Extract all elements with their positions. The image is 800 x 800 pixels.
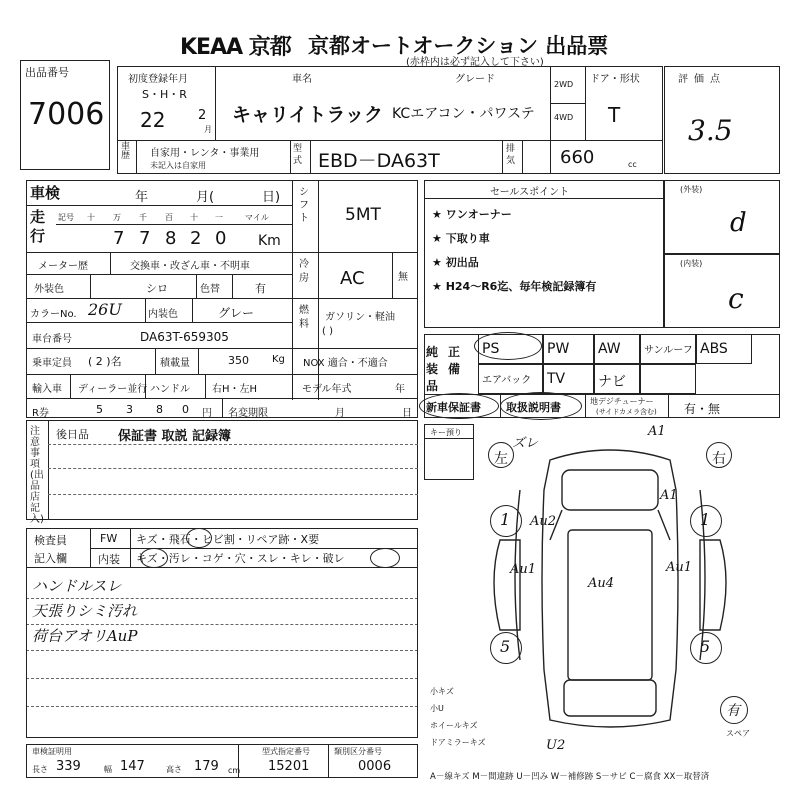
model-label: 型式 xyxy=(293,144,303,166)
model-year-label: モデル年式 xyxy=(302,384,352,395)
sales-point-item: ★ 初出品 xyxy=(432,256,479,269)
grade-label: グレード xyxy=(455,74,495,85)
recycle-digit: 0 xyxy=(182,403,189,416)
kizu-circle xyxy=(140,548,168,568)
manual-label: 取扱説明書 xyxy=(506,401,561,414)
displacement-unit: cc xyxy=(628,160,637,169)
tire-mark: 5 xyxy=(500,637,511,656)
shift-value: 5MT xyxy=(345,205,381,225)
capacity-value: ( 2 )名 xyxy=(88,355,122,368)
category-label: 類別区分番号 xyxy=(334,747,382,756)
height-label: 高さ xyxy=(166,765,182,774)
yabure-circle xyxy=(370,548,400,568)
capacity-label: 乗車定員 xyxy=(32,358,72,369)
handwritten-note: 荷台アオリAuP xyxy=(32,627,138,645)
notes-label: 注意事項(出品店記入) xyxy=(30,426,44,525)
mileage-unit: 記号 xyxy=(58,213,74,222)
drive-4wd: 4WD xyxy=(554,113,574,122)
mileage-unit: 百 xyxy=(165,213,173,222)
ac-label: 冷房 xyxy=(299,259,309,284)
equipment-item: ABS xyxy=(700,341,728,357)
right-side-label: 右 xyxy=(712,451,726,467)
equipment-item: ナビ xyxy=(598,374,626,390)
damage-mark: Au1 xyxy=(666,560,693,575)
warranty-circle xyxy=(419,393,499,419)
category-value: 0006 xyxy=(358,759,392,774)
import-dealer: ディーラー並行 xyxy=(78,384,148,395)
notes-area-box xyxy=(26,568,418,738)
sales-point-item: ★ ワンオーナー xyxy=(432,208,512,221)
legend-item: ドアミラーキズ xyxy=(430,738,486,747)
damage-mark: A1 xyxy=(660,488,678,503)
right-circle xyxy=(706,442,732,468)
meter-history-label: メーター歴 xyxy=(38,261,88,272)
fuel-value: ガソリン・軽油 xyxy=(325,312,395,323)
car-name-label: 車名 xyxy=(292,74,312,85)
meter-history: 交換車・改ざん車・不明車 xyxy=(130,261,250,272)
warranty-label: 新車保証書 xyxy=(426,401,481,414)
first-reg-label: 初度登録年月 xyxy=(128,74,188,85)
color-no-label: カラーNo. xyxy=(30,309,77,320)
legend-item: ホイールキズ xyxy=(430,721,478,730)
interior-grade-value: c xyxy=(728,282,744,315)
model-year-unit: 年 xyxy=(395,384,405,395)
lot-number-box xyxy=(20,60,110,170)
damage-mark: Au2 xyxy=(530,514,557,529)
sales-point-item: ★ 下取り車 xyxy=(432,232,490,245)
digital-tuner-label: 地デジチューナー xyxy=(590,397,654,406)
exterior-grade-label: (外装) xyxy=(680,185,703,194)
tire-mark: 1 xyxy=(700,510,711,529)
logo: KEAA 京都 xyxy=(180,35,291,60)
digital-tuner-has: 有・無 xyxy=(684,402,721,416)
door-shape-label: ドア・形状 xyxy=(590,74,640,85)
form-title: 京都オートオークション 出品票 xyxy=(308,34,609,58)
recycle-yen: 円 xyxy=(202,408,212,419)
color-change-label: 色替 xyxy=(200,284,220,295)
damage-mark: ズレ xyxy=(512,436,539,451)
lot-number-value: 7006 xyxy=(28,97,105,132)
handle-label: ハンドル xyxy=(150,384,190,395)
attached-items: 保証書 取説 記録簿 xyxy=(118,429,232,444)
height-value: 179 xyxy=(194,759,219,774)
legend-item: 小キズ xyxy=(430,687,454,696)
door-shape-value: T xyxy=(608,103,621,127)
mileage-km: Km xyxy=(258,233,281,249)
manual-circle xyxy=(500,392,582,420)
mileage-digit: 8 xyxy=(165,228,177,249)
form-subtitle: (赤枠内は必ず記入して下さい) xyxy=(406,57,544,68)
color-change-value: 有 xyxy=(255,282,266,295)
type-number-label: 型式指定番号 xyxy=(262,747,310,756)
nox-status: NOX 適合・不適合 xyxy=(303,358,388,369)
type-number-value: 15201 xyxy=(268,759,310,774)
first-reg-year: 22 xyxy=(140,108,166,132)
sales-points-title: セールスポイント xyxy=(490,187,570,198)
name-change-month: 月 xyxy=(335,408,345,419)
load-value: 350 xyxy=(228,354,249,367)
lot-number-label: 出品番号 xyxy=(25,66,69,79)
chassis-label: 車台番号 xyxy=(32,334,72,345)
name-change-label: 名変期限 xyxy=(228,408,268,419)
mileage-unit: 十 xyxy=(87,213,95,222)
inspector-label-2: 記入欄 xyxy=(34,552,67,565)
first-reg-era: S・H・R xyxy=(142,88,187,101)
ext-color-value: シロ xyxy=(146,282,168,295)
attached-label: 後日品 xyxy=(56,428,89,441)
length-label: 長さ xyxy=(32,765,48,774)
load-label: 積載量 xyxy=(160,358,190,369)
equipment-item: エアバック xyxy=(482,375,532,386)
interior-color-label: 内装色 xyxy=(148,309,178,320)
mileage-unit: 十 xyxy=(190,213,198,222)
name-change-day: 日 xyxy=(402,408,412,419)
damage-mark: A1 xyxy=(648,424,666,439)
mileage-label: 走行 xyxy=(30,208,46,245)
inspection-year: 年 xyxy=(135,190,149,205)
ac-value: AC xyxy=(340,268,365,289)
interior-label: 内装 xyxy=(98,553,120,566)
legend-item: 小U xyxy=(430,704,444,713)
drive-2wd: 2WD xyxy=(554,80,574,89)
displacement-label: 排気 xyxy=(506,144,516,166)
dim-unit: cm xyxy=(228,766,241,775)
fuel-paren: ( ) xyxy=(322,326,333,337)
fw-label: FW xyxy=(100,532,118,545)
equipment-label: 純正装備品 xyxy=(426,345,471,393)
ext-color-label: 外装色 xyxy=(34,284,64,295)
recycle-digit: 8 xyxy=(156,403,163,416)
recycle-digit: 5 xyxy=(96,403,103,416)
ac-none: 無 xyxy=(398,272,408,283)
equipment-cell xyxy=(640,364,696,394)
model-value: EBD－DA63T xyxy=(318,150,440,172)
equipment-item: PS xyxy=(482,341,500,357)
first-reg-month-unit: 月 xyxy=(204,125,212,134)
handle-value: 右H・左H xyxy=(212,384,258,395)
import-label: 輸入車 xyxy=(32,384,62,395)
chassis-value: DA63T-659305 xyxy=(140,330,229,344)
exterior-grade-value: d xyxy=(730,208,747,238)
damage-mark: U2 xyxy=(546,738,566,753)
mileage-unit: 万 xyxy=(113,213,121,222)
usage-label: 車歴 xyxy=(121,142,131,161)
inspector-label-1: 検査員 xyxy=(34,534,67,547)
equipment-item: TV xyxy=(547,371,566,387)
spare-mark: 有 xyxy=(726,703,740,719)
usage-options: 自家用・レンタ・事業用 xyxy=(150,148,260,159)
width-label: 幅 xyxy=(104,765,112,774)
car-name: キャリイトラック xyxy=(232,104,384,126)
score-box xyxy=(664,66,780,174)
shift-label: シフト xyxy=(299,187,309,224)
grade-value: KCエアコン・パワステ xyxy=(392,106,535,122)
equipment-item: AW xyxy=(598,341,621,357)
tire-mark: 1 xyxy=(500,510,511,529)
spare-label: スペア xyxy=(726,729,750,738)
mileage-digit: 0 xyxy=(215,228,227,249)
left-circle xyxy=(488,442,514,468)
mileage-digit: 7 xyxy=(113,228,125,249)
inspection-month: 月( xyxy=(196,190,215,205)
color-no-value: 26U xyxy=(88,300,122,319)
dimensions-label: 車検証明用 xyxy=(32,747,72,756)
mileage-digit: 7 xyxy=(139,228,151,249)
mileage-unit: 千 xyxy=(139,213,147,222)
recycle-label: R券 xyxy=(32,408,49,419)
hibi-circle xyxy=(186,528,212,548)
score-label: 評価点 xyxy=(678,74,726,85)
inspection-day: 日) xyxy=(262,190,281,205)
damage-mark: Au1 xyxy=(510,562,537,577)
mileage-unit: マイル xyxy=(245,213,269,222)
mileage-unit: 一 xyxy=(215,213,223,222)
digital-tuner-note: (サイドカメラ含む) xyxy=(596,408,657,416)
damage-mark: Au4 xyxy=(588,576,615,591)
damage-code-legend: A－線キズ M－間違跡 U－凹み W－補修跡 S－サビ C－腐食 XX－取替済 xyxy=(430,772,710,782)
interior-color-value: グレー xyxy=(218,306,255,320)
left-side-label: 左 xyxy=(494,451,508,467)
width-value: 147 xyxy=(120,759,145,774)
displacement-value: 660 xyxy=(560,147,595,168)
fuel-label: 燃料 xyxy=(299,305,309,330)
handwritten-note: ハンドルスレ xyxy=(32,577,122,595)
tire-mark: 5 xyxy=(700,637,711,656)
interior-options: キズ・汚レ・コゲ・穴・スレ・キレ・破レ xyxy=(136,552,345,565)
usage-note: 未記入は自家用 xyxy=(150,161,206,170)
sales-point-item: ★ H24～R6迄、毎年検記録簿有 xyxy=(432,280,597,293)
handwritten-note: 天張りシミ汚れ xyxy=(32,602,138,620)
recycle-digit: 3 xyxy=(126,403,133,416)
equipment-item: サンルーフ xyxy=(644,345,693,356)
interior-grade-label: (内装) xyxy=(680,259,703,268)
fw-options: キズ・飛石・ヒビ割・リペア跡・X要 xyxy=(136,533,320,546)
inspection-label: 車検 xyxy=(30,184,61,202)
load-unit: Kg xyxy=(272,354,285,365)
key-label: キー預り xyxy=(430,428,462,437)
first-reg-month: 2 xyxy=(198,108,207,123)
length-value: 339 xyxy=(56,759,81,774)
ps-circle xyxy=(474,332,542,360)
equipment-item: PW xyxy=(547,341,570,357)
score-value: 3.5 xyxy=(688,114,733,147)
mileage-digit: 2 xyxy=(190,228,202,249)
